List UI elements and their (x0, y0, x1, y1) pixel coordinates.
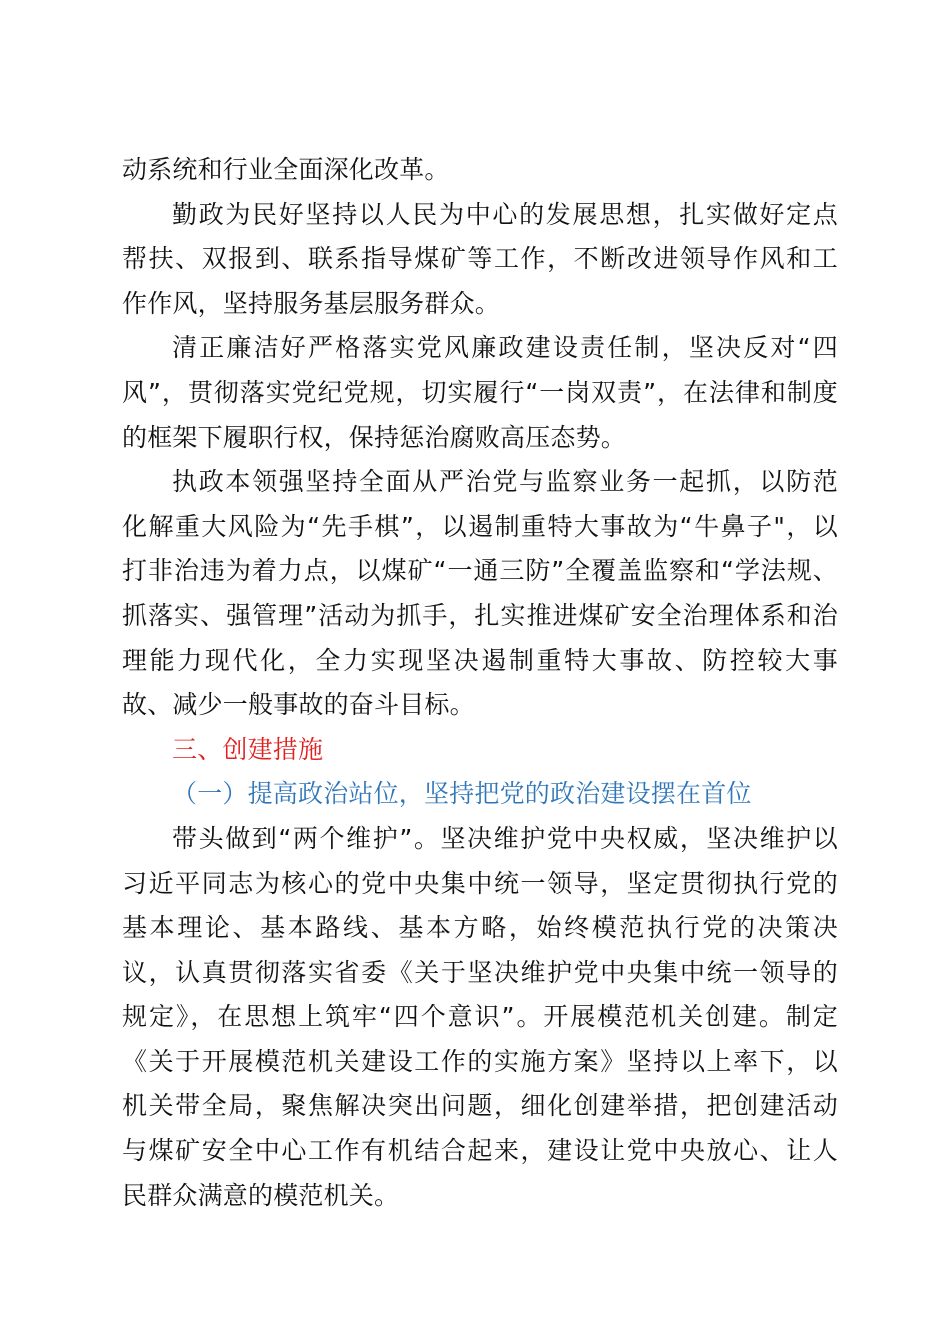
paragraph-benling-line: 故、减少一般事故的奋斗目标。 (122, 690, 475, 720)
paragraph-weihu-line: 议，认真贯彻落实省委《关于坚决维护党中央集中统一领导的 (122, 957, 838, 987)
paragraph-benling-line: 抓落实、强管理”活动为抓手，扎实推进煤矿安全治理体系和治 (122, 600, 838, 630)
paragraph-qinzheng-line: 勤政为民好坚持以人民为中心的发展思想，扎实做好定点 (172, 199, 838, 229)
paragraph-weihu-line: 规定》，在思想上筑牢“四个意识”。开展模范机关创建。制定 (122, 1002, 838, 1032)
paragraph-benling-line: 执政本领强坚持全面从严治党与监察业务一起抓，以防范 (172, 467, 838, 497)
paragraph-end-line: 动系统和行业全面深化改革。 (122, 155, 450, 184)
document-body (122, 148, 838, 1218)
subsection-heading: （一）提高政治站位，坚持把党的政治建设摆在首位 (172, 779, 752, 809)
paragraph-qinzheng-line: 作作风，坚持服务基层服务群众。 (122, 288, 501, 318)
paragraph-lianjie-line: 的框架下履职行权，保持惩治腐败高压态势。 (122, 422, 627, 452)
paragraph-weihu-line: 与煤矿安全中心工作有机结合起来，建设让党中央放心、让人 (122, 1136, 838, 1166)
paragraph-benling-line: 打非治违为着力点，以煤矿“一通三防”全覆盖监察和“学法规、 (122, 556, 838, 586)
paragraph-weihu-line: 带头做到“两个维护”。坚决维护党中央权威，坚决维护以 (172, 823, 838, 853)
paragraph-benling-line: 化解重大风险为“先手棋”，以遏制重特大事故为“牛鼻子"，以 (122, 511, 838, 541)
section-heading: 三、创建措施 (172, 734, 324, 764)
paragraph-benling-line: 理能力现代化，全力实现坚决遏制重特大事故、防控较大事 (122, 645, 838, 675)
paragraph-lianjie-line: 清正廉洁好严格落实党风廉政建设责任制，坚决反对“四 (172, 333, 838, 363)
paragraph-qinzheng-line: 帮扶、双报到、联系指导煤矿等工作，不断改进领导作风和工 (122, 244, 838, 274)
paragraph-weihu-line: 《关于开展模范机关建设工作的实施方案》坚持以上率下，以 (122, 1046, 838, 1076)
paragraph-weihu-line: 基本理论、基本路线、基本方略，始终模范执行党的决策决 (122, 913, 838, 943)
paragraph-weihu-line: 民群众满意的模范机关。 (122, 1180, 400, 1210)
paragraph-weihu-line: 习近平同志为核心的党中央集中统一领导，坚定贯彻执行党的 (122, 868, 838, 898)
paragraph-weihu-line: 机关带全局，聚焦解决突出问题，细化创建举措，把创建活动 (122, 1091, 838, 1121)
paragraph-lianjie-line: 风”，贯彻落实党纪党规，切实履行“一岗双责”，在法律和制度 (122, 377, 838, 407)
